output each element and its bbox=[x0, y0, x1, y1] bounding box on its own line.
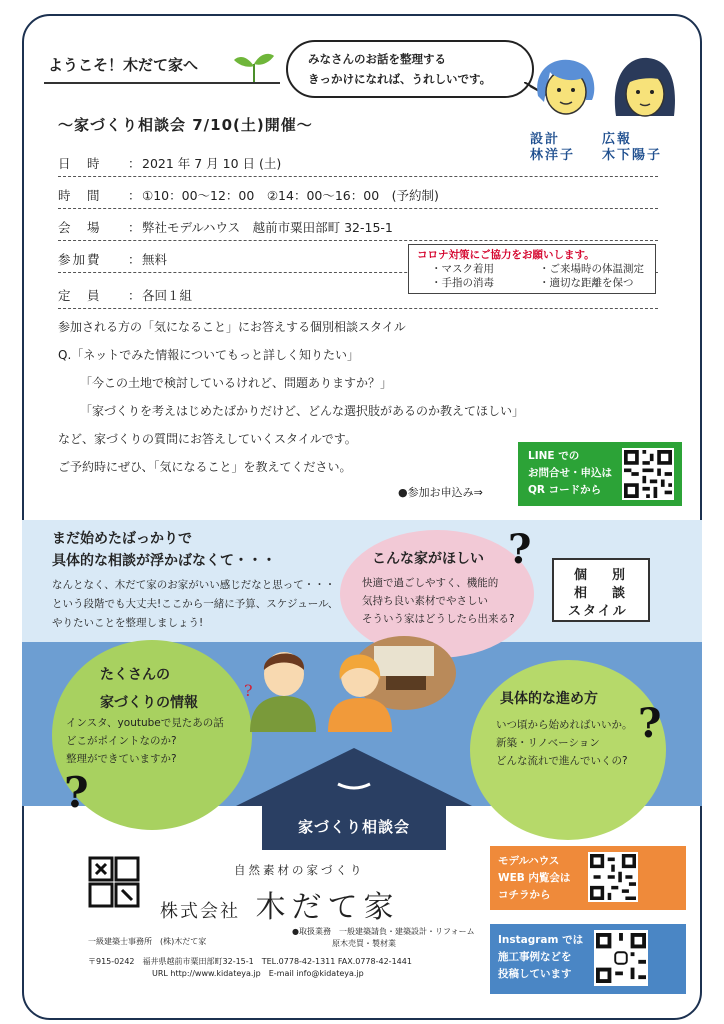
process-line: いつ頃から始めればいいか。 bbox=[496, 719, 633, 731]
info-value: 弊社モデルハウス 越前市粟田部町 32-15-1 bbox=[142, 220, 393, 235]
cta-text: コチラから bbox=[498, 889, 551, 901]
line-text: LINE での bbox=[528, 450, 580, 462]
info-line: どこがポイントなのか? bbox=[66, 735, 177, 747]
process-line: 新築・リノベーション bbox=[496, 737, 600, 749]
info-colon: ： bbox=[128, 252, 141, 267]
question-mark-icon: ? bbox=[638, 700, 662, 747]
book-text: 談 bbox=[612, 586, 631, 601]
beginner-title-1: まだ始めたばっかりで bbox=[52, 531, 192, 547]
book-text: 別 bbox=[612, 568, 631, 583]
info-colon: ： bbox=[128, 156, 141, 171]
wish-line: 快適で過ごしやすく、機能的 bbox=[362, 577, 499, 589]
wish-line: そういう家はどうしたら出来る? bbox=[362, 613, 515, 625]
info-colon: ： bbox=[128, 220, 141, 235]
wish-body bbox=[362, 574, 515, 628]
info-label: 時 間 bbox=[58, 188, 102, 203]
company-web: URL http://www.kidateya.jp E-mail info@kidateya.jp bbox=[152, 969, 364, 978]
corona-item: ・マスク着用 bbox=[431, 263, 494, 275]
company-name bbox=[160, 882, 400, 926]
question-mark-icon: ? bbox=[508, 526, 532, 573]
process-line: どんな流れで進んでいくの? bbox=[496, 755, 628, 767]
info-label: 会 場 bbox=[58, 220, 102, 235]
pr-portrait bbox=[610, 56, 680, 122]
desc-line: 「今この土地で検討しているけれど、問題ありますか？」 bbox=[80, 376, 393, 390]
info-row-date bbox=[58, 150, 658, 177]
desc-line: ご予約時にぜひ、「気になること」を教えてください。 bbox=[58, 460, 352, 474]
welcome-heading: ようこそ！木だて家へ bbox=[48, 56, 199, 74]
question-mark-icon: ? bbox=[64, 768, 89, 817]
info-colon: ： bbox=[128, 288, 141, 303]
consultation-style-book-icon bbox=[552, 558, 650, 622]
book-text: 個 bbox=[574, 568, 593, 583]
consultation-house-label bbox=[262, 806, 446, 850]
info-value: 各回１組 bbox=[142, 288, 193, 303]
desc-line: 参加される方の「気になること」にお答えする個別相談スタイル bbox=[58, 320, 406, 334]
info-body bbox=[66, 714, 224, 768]
staff-role-design: 設計 bbox=[530, 132, 561, 147]
process-title: 具体的な進め方 bbox=[500, 691, 598, 707]
model-house-cta[interactable] bbox=[490, 846, 686, 910]
book-text: スタイル bbox=[568, 604, 628, 619]
event-title: ～家づくり相談会 7/10(土)開催～ bbox=[58, 116, 313, 134]
beginner-body: なんとなく、木だて家のお家がいい感じだなと思って・・・ bbox=[52, 579, 336, 591]
info-title-1: たくさんの bbox=[100, 667, 170, 683]
sprout-icon bbox=[232, 44, 276, 84]
svg-text:?: ? bbox=[244, 681, 253, 700]
company-name-main: 木だて家 bbox=[255, 890, 400, 925]
process-body bbox=[496, 716, 633, 770]
info-title-2: 家づくりの情報 bbox=[100, 695, 198, 711]
line-qr-code[interactable] bbox=[622, 448, 674, 500]
beginner-body: という段階でも大丈夫!ここから一緒に予算、スケジュール、 bbox=[52, 598, 339, 610]
info-row-time bbox=[58, 182, 658, 209]
corona-item: ・ご来場時の体温測定 bbox=[539, 263, 644, 275]
speech-bubble bbox=[286, 40, 534, 98]
bubble-line-1: みなさんのお話を整理する bbox=[308, 52, 446, 66]
cta-text: 施工事例などを bbox=[498, 951, 572, 963]
book-text: 相 bbox=[574, 586, 593, 601]
corona-item: ・手指の消毒 bbox=[431, 277, 494, 289]
line-text: QR コードから bbox=[528, 484, 602, 496]
company-logo bbox=[88, 856, 140, 908]
info-label: 定 員 bbox=[58, 288, 102, 303]
beginner-body: やりたいことを整理しましょう! bbox=[52, 617, 204, 629]
welcome-underline bbox=[44, 82, 280, 84]
line-contact-box[interactable] bbox=[518, 442, 682, 506]
beginner-title-2: 具体的な相談が浮かばなくて・・・ bbox=[52, 553, 276, 569]
apply-label: ●参加お申込み⇒ bbox=[398, 486, 483, 499]
desc-line: など、家づくりの質問にお答えしていくスタイルです。 bbox=[58, 432, 357, 446]
cta-text: モデルハウス bbox=[498, 855, 560, 867]
info-value: ①10：00～12：00 ②14：00～16：00 (予約制) bbox=[142, 188, 439, 203]
instagram-qr-code[interactable] bbox=[594, 930, 648, 986]
company-name-prefix: 株式会社 bbox=[160, 901, 240, 922]
cta-text: WEB 内覧会は bbox=[498, 872, 571, 884]
info-label: 参加費 bbox=[58, 252, 102, 267]
house-label-text: 家づくり相談会 bbox=[297, 818, 410, 836]
beginner-panel bbox=[52, 528, 356, 634]
info-line: 整理ができていますか? bbox=[66, 753, 177, 765]
corona-item: ・適切な距離を保つ bbox=[539, 277, 634, 289]
company-license: 一級建築士事務所 (株)木だて家 bbox=[88, 937, 207, 946]
bubble-line-2: きっかけになれば、うれしいです。 bbox=[308, 72, 492, 86]
corona-notice bbox=[408, 244, 656, 294]
house-roof-icon bbox=[236, 744, 472, 810]
info-value: 2021 年 7 月 10 日 (土) bbox=[142, 156, 282, 171]
line-text: お問合せ・申込は bbox=[528, 467, 612, 479]
desc-line: Q.「ネットでみた情報についてもっと詳しく知りたい」 bbox=[58, 348, 360, 362]
wish-title: こんな家がほしい bbox=[372, 551, 484, 567]
staff-role-pr: 広報 bbox=[602, 132, 633, 147]
info-value: 無料 bbox=[142, 252, 168, 267]
instagram-cta[interactable] bbox=[490, 924, 686, 994]
staff-name-pr: 木下陽子 bbox=[602, 148, 663, 163]
corona-title: コロナ対策にご協力をお願いします。 bbox=[417, 249, 595, 261]
info-label: 日 時 bbox=[58, 156, 102, 171]
info-row-venue bbox=[58, 214, 658, 241]
company-address: 〒915-0242 福井県越前市粟田部町32-15-1 TEL.0778-42-1311 FAX.0778-42-1441 bbox=[88, 957, 412, 966]
company-business-2: 原木売買・製材業 bbox=[332, 939, 396, 948]
cta-text: Instagram では bbox=[498, 934, 584, 946]
wish-line: 気持ち良い素材でやさしい bbox=[362, 595, 488, 607]
info-colon: ： bbox=[128, 188, 141, 203]
cta-text: 投稿しています bbox=[498, 968, 572, 980]
model-house-qr-code[interactable] bbox=[588, 852, 638, 902]
company-business-1: ●取扱業務 一般建築請負・建築設計・リフォーム bbox=[292, 927, 475, 936]
company-tagline: 自然素材の家づくり bbox=[234, 863, 365, 877]
info-line: インスタ、youtubeで見たあの話 bbox=[66, 717, 224, 729]
staff-name-design: 林洋子 bbox=[530, 148, 576, 163]
designer-portrait bbox=[530, 56, 600, 122]
desc-line: 「家づくりを考えはじめたばかりだけど、どんな選択肢があるのか教えてほしい」 bbox=[80, 404, 525, 418]
couple-illustration bbox=[244, 636, 394, 732]
